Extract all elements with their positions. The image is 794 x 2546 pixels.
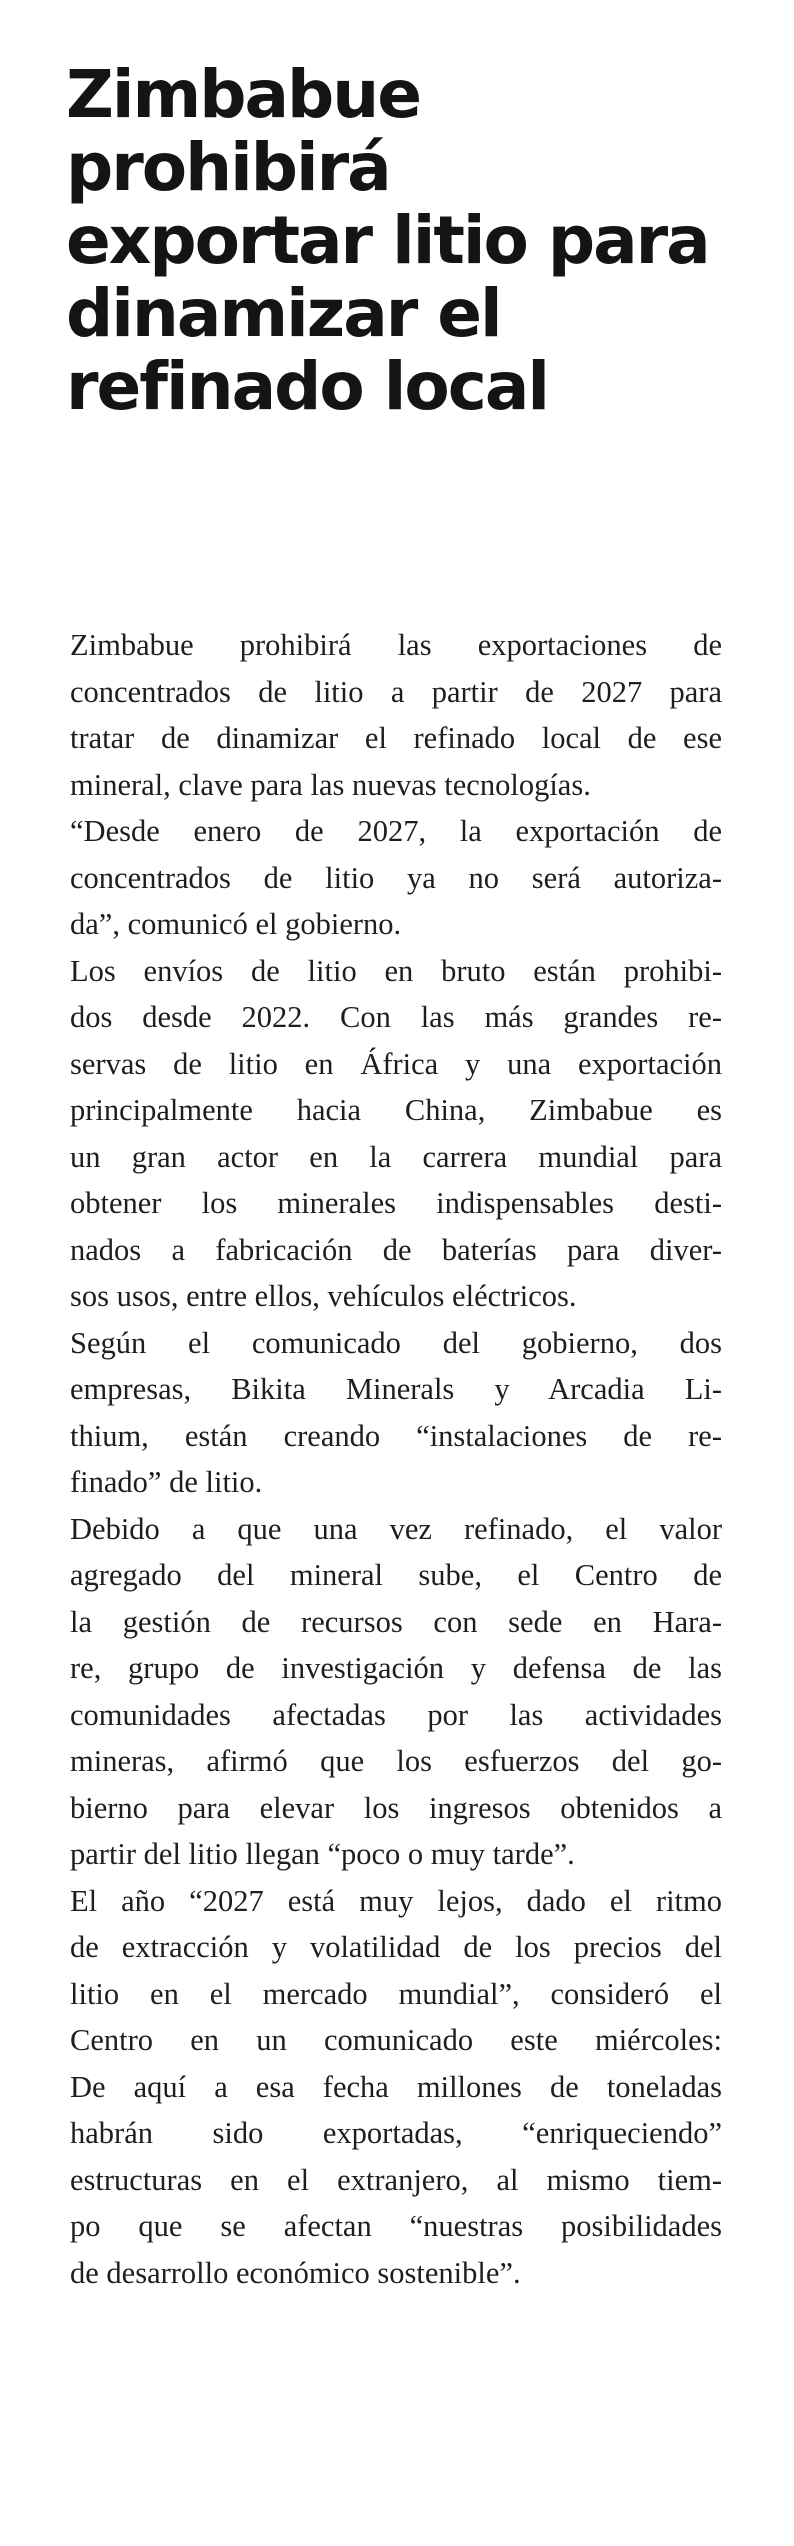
headline-line: Zimbabue: [66, 56, 421, 133]
headline-line: exportar litio para: [66, 202, 709, 279]
body-line: la gestión de recursos con sede en Hara-: [70, 1604, 722, 1639]
body-line: obtener los minerales indispensables desti-: [70, 1186, 722, 1220]
headline-line: prohibirá: [66, 129, 390, 206]
body-line: principalmente hacia China, Zimbabue es: [70, 1093, 722, 1127]
body-line: Los envíos de litio en bruto están prohibi-: [70, 953, 722, 988]
body-line: re, grupo de investigación y defensa de las: [70, 1651, 722, 1685]
body-line: un gran actor en la carrera mundial para: [70, 1139, 722, 1174]
body-line: concentrados de litio ya no será autoriza-: [70, 860, 722, 895]
body-line: thium, están creando “instalaciones de re-: [70, 1418, 722, 1453]
body-line: De aquí a esa fecha millones de toneladas: [70, 2069, 722, 2104]
body-line: servas de litio en África y una exportación: [70, 1046, 722, 1081]
body-line: Debido a que una vez refinado, el valor: [70, 1511, 722, 1546]
body-line: de extracción y volatilidad de los precios del: [70, 1930, 722, 1964]
body-line: Zimbabue prohibirá las exportaciones de: [70, 628, 722, 662]
body-line: Centro en un comunicado este miércoles:: [70, 2023, 722, 2057]
body-line: po que se afectan “nuestras posibilidades: [70, 2209, 722, 2243]
body-line: empresas, Bikita Minerals y Arcadia Li-: [70, 1372, 722, 1406]
headline-line: dinamizar el: [66, 275, 501, 352]
body-line: dos desde 2022. Con las más grandes re-: [70, 1000, 722, 1034]
body-line: de desarrollo económico sostenible”.: [70, 2255, 521, 2290]
body-line: bierno para elevar los ingresos obtenidos a: [70, 1790, 722, 1825]
body-line: agregado del mineral sube, el Centro de: [70, 1558, 722, 1592]
body-line: da”, comunicó el gobierno.: [70, 907, 402, 941]
body-line: El año “2027 está muy lejos, dado el ritmo: [70, 1883, 722, 1918]
body-line: estructuras en el extranjero, al mismo tiem-: [70, 2162, 722, 2197]
body-line: Según el comunicado del gobierno, dos: [70, 1325, 722, 1360]
body-line: comunidades afectadas por las actividades: [70, 1697, 722, 1732]
article-headline: [66, 58, 766, 423]
body-line: partir del litio llegan “poco o muy tarde”.: [70, 1837, 575, 1871]
body-line: habrán sido exportadas, “enriqueciendo”: [70, 2116, 722, 2150]
body-line: finado” de litio.: [70, 1465, 263, 1499]
body-line: concentrados de litio a partir de 2027 para: [70, 674, 722, 709]
body-line: “Desde enero de 2027, la exportación de: [70, 814, 722, 848]
body-line: litio en el mercado mundial”, consideró el: [70, 1976, 722, 2011]
body-line: nados a fabricación de baterías para diver-: [70, 1232, 722, 1267]
body-line: tratar de dinamizar el refinado local de ese: [70, 721, 722, 755]
article-body: [70, 622, 722, 2296]
headline-line: refinado local: [66, 348, 548, 425]
body-line: sos usos, entre ellos, vehículos eléctricos.: [70, 1279, 577, 1313]
body-line: mineral, clave para las nuevas tecnologías.: [70, 767, 591, 802]
body-line: mineras, afirmó que los esfuerzos del go-: [70, 1744, 722, 1778]
